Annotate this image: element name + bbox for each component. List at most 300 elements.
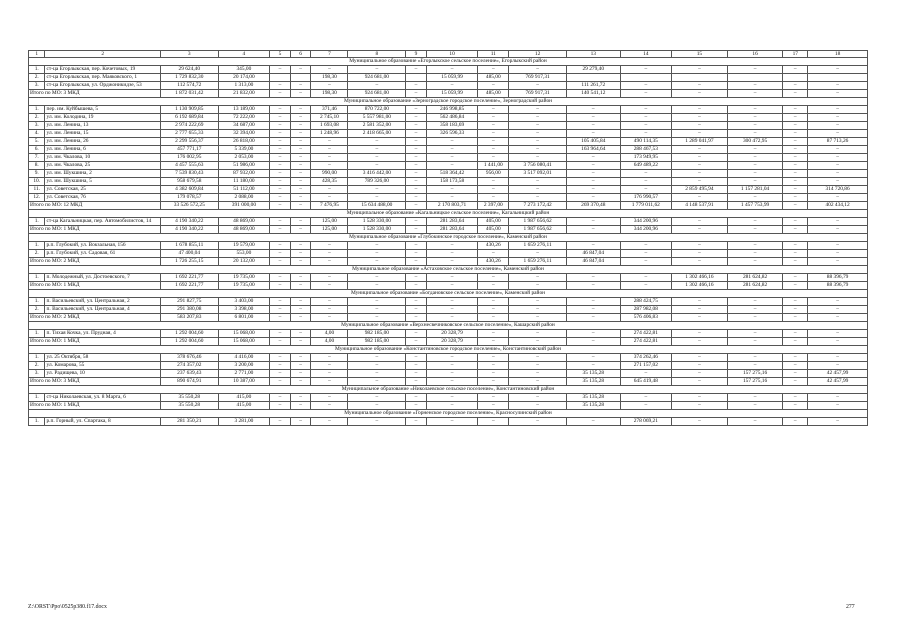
amount-cell: 428,35 — [311, 178, 348, 186]
subtotal-cell: 7 273 172,42 — [509, 202, 567, 210]
municipality-title: Муниципальное образование «Верхнесвечниковское сельское поселение», Кашарский район — [29, 322, 868, 330]
amount-cell: – — [808, 362, 868, 370]
building-row — [29, 114, 868, 122]
building-row — [29, 194, 868, 202]
amount-cell: – — [783, 162, 808, 170]
subtotal-cell: – — [620, 282, 672, 290]
amount-cell: 4,00 — [311, 330, 348, 338]
subtotal-cell: – — [311, 378, 348, 386]
amount-cell: – — [566, 106, 620, 114]
amount-cell: – — [270, 418, 291, 426]
amount-cell: – — [672, 362, 728, 370]
amount-cell: – — [808, 354, 868, 362]
amount-cell: 3 416 442,00 — [348, 170, 406, 178]
subtotal-cell: – — [270, 282, 291, 290]
amount-cell: – — [808, 146, 868, 154]
subtotal-cell: – — [406, 314, 427, 322]
building-row — [29, 362, 868, 370]
amount-cell: – — [672, 154, 728, 162]
amount-cell: – — [270, 362, 291, 370]
subtotal-cell: 485,00 — [478, 90, 509, 98]
amount-cell: – — [478, 330, 509, 338]
column-number: 9 — [406, 51, 427, 58]
amount-cell: 29 279,40 — [566, 66, 620, 74]
amount-cell: 1 987 656,62 — [509, 218, 567, 226]
amount-cell: – — [672, 218, 728, 226]
row-number: 6. — [29, 146, 45, 154]
amount-cell: 26 818,00 — [218, 138, 270, 146]
subtotal-cell: – — [478, 314, 509, 322]
municipality-title: Муниципальное образование «Зерноградское городское поселение», Зерноградский район — [29, 98, 868, 106]
amount-cell: – — [509, 370, 567, 378]
subtotal-cell: – — [406, 202, 427, 210]
subtotal-cell: 4 148 537,91 — [672, 202, 728, 210]
building-row — [29, 394, 868, 402]
amount-cell: – — [348, 250, 406, 258]
column-number: 8 — [348, 51, 406, 58]
amount-cell: – — [426, 82, 478, 90]
subtotal-cell: 10 387,00 — [218, 378, 270, 386]
building-row — [29, 154, 868, 162]
amount-cell: – — [672, 298, 728, 306]
subtotal-cell: – — [406, 226, 427, 234]
amount-cell: – — [290, 138, 311, 146]
amount-cell: – — [348, 306, 406, 314]
amount-cell: – — [290, 362, 311, 370]
amount-cell: – — [478, 194, 509, 202]
amount-cell: 6 192 689,84 — [160, 114, 218, 122]
subtotal-cell: 35 135,28 — [566, 402, 620, 410]
amount-cell: – — [348, 298, 406, 306]
row-number: 1. — [29, 354, 45, 362]
amount-cell: – — [311, 186, 348, 194]
subtotal-cell: – — [290, 314, 311, 322]
amount-cell: 1 130 909,85 — [160, 106, 218, 114]
building-address: ул. им. Чкалова, 10 — [45, 154, 160, 162]
subtotal-cell: – — [311, 314, 348, 322]
column-number: 13 — [566, 51, 620, 58]
amount-cell: – — [290, 146, 311, 154]
subtotal-cell: – — [509, 378, 567, 386]
amount-cell: 374 262,46 — [620, 354, 672, 362]
row-number: 1. — [29, 106, 45, 114]
amount-cell: – — [727, 330, 783, 338]
amount-cell: 288 424,75 — [620, 298, 672, 306]
subtotal-label: Итого по МО: 1 МКД — [29, 282, 161, 290]
municipality-header-row — [29, 346, 868, 354]
amount-cell: 7 539 830,43 — [160, 170, 218, 178]
amount-cell: – — [290, 330, 311, 338]
amount-cell: 281 624,82 — [727, 274, 783, 282]
subtotal-cell: 6 801,00 — [218, 314, 270, 322]
building-row — [29, 354, 868, 362]
subtotal-cell: 576 406,83 — [620, 314, 672, 322]
subtotal-cell: 35 550,28 — [160, 402, 218, 410]
amount-cell: – — [348, 186, 406, 194]
amount-cell: – — [478, 130, 509, 138]
amount-cell: – — [783, 82, 808, 90]
municipality-title: Муниципальное образование «Богдановское сельское поселение», Каменский район — [29, 290, 868, 298]
amount-cell: – — [509, 130, 567, 138]
column-number: 6 — [290, 51, 311, 58]
amount-cell: – — [406, 194, 427, 202]
subtotal-cell: 15 059,99 — [426, 90, 478, 98]
subtotal-cell: 1 987 656,62 — [509, 226, 567, 234]
amount-cell: – — [566, 122, 620, 130]
amount-cell: – — [348, 82, 406, 90]
amount-cell: 990,00 — [311, 170, 348, 178]
amount-cell: – — [672, 146, 728, 154]
row-number: 1. — [29, 274, 45, 282]
subtotal-label: Итого по МО: 2 МКД — [29, 258, 161, 266]
amount-cell: – — [270, 66, 291, 74]
row-number: 2. — [29, 306, 45, 314]
amount-cell: 1 289 041,97 — [672, 138, 728, 146]
subtotal-cell: 46 847,04 — [566, 258, 620, 266]
building-address: п. Васильевский, ул. Центральная, 2 — [45, 298, 160, 306]
subtotal-cell: – — [270, 402, 291, 410]
building-address: ул. им. Ленина, 13 — [45, 122, 160, 130]
subtotal-cell: – — [426, 314, 478, 322]
subtotal-row — [29, 402, 868, 410]
amount-cell: – — [727, 146, 783, 154]
amount-cell: – — [311, 394, 348, 402]
amount-cell: – — [290, 122, 311, 130]
row-number: 2. — [29, 362, 45, 370]
amount-cell: 281 350,21 — [160, 418, 218, 426]
subtotal-cell: 198,30 — [311, 90, 348, 98]
amount-cell: – — [808, 298, 868, 306]
row-number: 2. — [29, 74, 45, 82]
building-row — [29, 242, 868, 250]
subtotal-cell: 430,26 — [478, 258, 509, 266]
amount-cell: – — [672, 354, 728, 362]
amount-cell: 4 382 609,84 — [160, 186, 218, 194]
subtotal-cell: – — [672, 258, 728, 266]
amount-cell: 281 283,64 — [426, 218, 478, 226]
subtotal-cell: 645 419,48 — [620, 378, 672, 386]
amount-cell: – — [311, 82, 348, 90]
amount-cell: 490 114,35 — [620, 138, 672, 146]
subtotal-cell: – — [426, 378, 478, 386]
amount-cell: – — [406, 138, 427, 146]
amount-cell: – — [808, 106, 868, 114]
subtotal-cell: – — [406, 378, 427, 386]
amount-cell: – — [509, 186, 567, 194]
amount-cell: 769 917,31 — [509, 74, 567, 82]
amount-cell: – — [566, 186, 620, 194]
amount-cell: – — [783, 194, 808, 202]
column-number: 12 — [509, 51, 567, 58]
amount-cell: – — [406, 218, 427, 226]
amount-cell: – — [426, 274, 478, 282]
amount-cell: – — [783, 178, 808, 186]
amount-cell: 179 078,57 — [160, 194, 218, 202]
subtotal-cell: – — [783, 226, 808, 234]
amount-cell — [727, 74, 783, 82]
amount-cell: 13 189,00 — [218, 106, 270, 114]
subtotal-cell: – — [478, 378, 509, 386]
amount-cell: – — [566, 170, 620, 178]
amount-cell: 271 157,02 — [620, 362, 672, 370]
amount-cell — [290, 74, 311, 82]
amount-cell: – — [808, 330, 868, 338]
subtotal-cell: – — [406, 258, 427, 266]
amount-cell: – — [509, 122, 567, 130]
municipality-header-row — [29, 98, 868, 106]
subtotal-cell: 20 328,79 — [426, 338, 478, 346]
amount-cell: – — [783, 370, 808, 378]
subtotal-cell: 269 370,48 — [566, 202, 620, 210]
amount-cell: – — [478, 122, 509, 130]
amount-cell: – — [808, 82, 868, 90]
subtotal-cell: – — [672, 314, 728, 322]
amount-cell: – — [783, 274, 808, 282]
amount-cell: 158 173,58 — [426, 178, 478, 186]
amount-cell: – — [727, 250, 783, 258]
subtotal-row — [29, 338, 868, 346]
amount-cell: – — [406, 154, 427, 162]
amount-cell: – — [426, 66, 478, 74]
amount-cell: – — [311, 274, 348, 282]
building-address: ст-ца Егорлыкская, ул. Орджоникидзе, 53 — [45, 82, 160, 90]
amount-cell: – — [783, 186, 808, 194]
amount-cell: – — [783, 298, 808, 306]
subtotal-cell: – — [509, 402, 567, 410]
subtotal-cell: – — [290, 202, 311, 210]
amount-cell: – — [406, 306, 427, 314]
subtotal-cell: – — [270, 314, 291, 322]
subtotal-cell: 1 726 255,15 — [160, 258, 218, 266]
amount-cell: – — [509, 298, 567, 306]
amount-cell: 3 200,00 — [218, 362, 270, 370]
amount-cell: – — [478, 186, 509, 194]
register-table-container — [28, 50, 868, 426]
amount-cell: – — [406, 298, 427, 306]
subtotal-cell: – — [620, 90, 672, 98]
subtotal-cell: – — [311, 282, 348, 290]
amount-cell: 1 441,00 — [478, 162, 509, 170]
amount-cell: – — [406, 130, 427, 138]
building-row — [29, 178, 868, 186]
amount-cell: – — [426, 154, 478, 162]
building-address: ул. Советская, 25 — [45, 186, 160, 194]
amount-cell: 518 364,42 — [426, 170, 478, 178]
amount-cell: 87 932,00 — [218, 170, 270, 178]
amount-cell: – — [808, 130, 868, 138]
amount-cell: 246 998,85 — [426, 106, 478, 114]
subtotal-cell: 48 869,00 — [218, 226, 270, 234]
amount-cell: 35 135,28 — [566, 394, 620, 402]
amount-cell: 1 659 276,11 — [509, 242, 567, 250]
subtotal-cell: 2 397,00 — [478, 202, 509, 210]
amount-cell: – — [566, 306, 620, 314]
building-address: р.п. Горный, ул. Спартака, 8 — [45, 418, 160, 426]
amount-cell: 345,00 — [218, 66, 270, 74]
amount-cell: – — [566, 418, 620, 426]
amount-cell — [620, 74, 672, 82]
building-address: ул. Радищева, 10 — [45, 370, 160, 378]
building-row — [29, 138, 868, 146]
amount-cell: – — [290, 250, 311, 258]
row-number: 2. — [29, 250, 45, 258]
amount-cell: – — [509, 178, 567, 186]
amount-cell: 457 771,17 — [160, 146, 218, 154]
subtotal-cell: 281 624,82 — [727, 282, 783, 290]
amount-cell: – — [478, 146, 509, 154]
amount-cell: – — [311, 306, 348, 314]
subtotal-cell: – — [348, 314, 406, 322]
amount-cell: – — [620, 170, 672, 178]
amount-cell: 649 489,22 — [620, 162, 672, 170]
amount-cell: 15 059,99 — [426, 74, 478, 82]
amount-cell: – — [270, 178, 291, 186]
building-address: ул. им. Ленина, 15 — [45, 130, 160, 138]
amount-cell: – — [478, 370, 509, 378]
amount-cell: 29 624,40 — [160, 66, 218, 74]
amount-cell: 198,30 — [311, 74, 348, 82]
amount-cell: – — [808, 394, 868, 402]
subtotal-cell: 19 735,00 — [218, 282, 270, 290]
amount-cell: – — [727, 218, 783, 226]
amount-cell: 956,00 — [478, 170, 509, 178]
amount-cell: 1 692 221,77 — [160, 274, 218, 282]
amount-cell: 300 472,95 — [727, 138, 783, 146]
amount-cell: – — [270, 274, 291, 282]
amount-cell: – — [270, 394, 291, 402]
amount-cell: – — [808, 306, 868, 314]
amount-cell: 405,00 — [478, 218, 509, 226]
amount-cell: 125,00 — [311, 218, 348, 226]
amount-cell: 274 357,02 — [160, 362, 218, 370]
row-number: 1. — [29, 394, 45, 402]
building-address: п. Молодежный, ул. Достоевского, 7 — [45, 274, 160, 282]
subtotal-cell: – — [808, 90, 868, 98]
amount-cell: – — [406, 178, 427, 186]
amount-cell: – — [478, 306, 509, 314]
amount-cell: – — [509, 66, 567, 74]
amount-cell: 1 678 855,11 — [160, 242, 218, 250]
subtotal-cell: – — [672, 378, 728, 386]
amount-cell: 35 550,28 — [160, 394, 218, 402]
amount-cell: – — [426, 418, 478, 426]
amount-cell: – — [290, 370, 311, 378]
building-row — [29, 162, 868, 170]
amount-cell: 485,00 — [478, 74, 509, 82]
subtotal-cell: 415,00 — [218, 402, 270, 410]
amount-cell: 237 639,43 — [160, 370, 218, 378]
amount-cell: – — [620, 130, 672, 138]
amount-cell: – — [290, 394, 311, 402]
subtotal-cell: – — [783, 282, 808, 290]
subtotal-row — [29, 282, 868, 290]
building-address: п. Тихая Кочка, ул. Прудная, 4 — [45, 330, 160, 338]
amount-cell: – — [672, 170, 728, 178]
amount-cell: – — [672, 66, 728, 74]
column-number: 10 — [426, 51, 478, 58]
subtotal-label: Итого по МО: 12 МКД — [29, 202, 161, 210]
amount-cell: – — [783, 106, 808, 114]
amount-cell: – — [620, 274, 672, 282]
subtotal-cell: – — [290, 282, 311, 290]
amount-cell: – — [808, 170, 868, 178]
amount-cell: 562 486,84 — [426, 114, 478, 122]
amount-cell: – — [270, 298, 291, 306]
amount-cell: – — [290, 162, 311, 170]
amount-cell: – — [808, 114, 868, 122]
subtotal-cell: – — [426, 258, 478, 266]
amount-cell: 4 416,00 — [218, 354, 270, 362]
building-row — [29, 370, 868, 378]
subtotal-cell: 769 917,31 — [509, 90, 567, 98]
amount-cell: – — [348, 194, 406, 202]
subtotal-cell: – — [620, 402, 672, 410]
amount-cell: – — [620, 66, 672, 74]
column-number: 11 — [478, 51, 509, 58]
amount-cell: – — [727, 418, 783, 426]
amount-cell: – — [727, 82, 783, 90]
register-table — [28, 50, 868, 426]
amount-cell: – — [727, 306, 783, 314]
amount-cell: – — [509, 394, 567, 402]
amount-cell: – — [783, 130, 808, 138]
amount-cell: – — [270, 330, 291, 338]
amount-cell: – — [478, 66, 509, 74]
building-address: п. Васильевский, ул. Центральная, 4 — [45, 306, 160, 314]
subtotal-cell: 1 692 221,77 — [160, 282, 218, 290]
amount-cell: – — [426, 298, 478, 306]
amount-cell: – — [620, 242, 672, 250]
amount-cell: – — [270, 306, 291, 314]
subtotal-cell: – — [311, 402, 348, 410]
amount-cell: – — [727, 362, 783, 370]
amount-cell: – — [672, 162, 728, 170]
column-number: 18 — [808, 51, 868, 58]
subtotal-cell: – — [348, 258, 406, 266]
amount-cell: 11 180,00 — [218, 178, 270, 186]
building-row — [29, 298, 868, 306]
amount-cell: – — [783, 354, 808, 362]
row-number: 4. — [29, 130, 45, 138]
amount-cell: 789 326,00 — [348, 178, 406, 186]
amount-cell: 870 722,00 — [348, 106, 406, 114]
column-number: 7 — [311, 51, 348, 58]
subtotal-cell: 1 779 011,62 — [620, 202, 672, 210]
amount-cell: 314 720,86 — [808, 186, 868, 194]
amount-cell: – — [566, 362, 620, 370]
amount-cell: – — [727, 298, 783, 306]
municipality-header-row — [29, 58, 868, 66]
amount-cell: – — [311, 354, 348, 362]
amount-cell: – — [290, 154, 311, 162]
row-number: 7. — [29, 154, 45, 162]
amount-cell: – — [348, 162, 406, 170]
amount-cell: 163 964,64 — [566, 146, 620, 154]
amount-cell: 173 949,95 — [620, 154, 672, 162]
amount-cell: – — [290, 170, 311, 178]
amount-cell: – — [270, 138, 291, 146]
building-row — [29, 106, 868, 114]
subtotal-cell: 42 457,99 — [808, 378, 868, 386]
subtotal-label: Итого по МО: 3 МКД — [29, 90, 161, 98]
amount-cell: – — [620, 178, 672, 186]
amount-cell: – — [783, 122, 808, 130]
amount-cell: – — [566, 330, 620, 338]
amount-cell: – — [348, 66, 406, 74]
subtotal-cell: – — [727, 338, 783, 346]
row-number: 1. — [29, 418, 45, 426]
subtotal-cell: – — [290, 402, 311, 410]
